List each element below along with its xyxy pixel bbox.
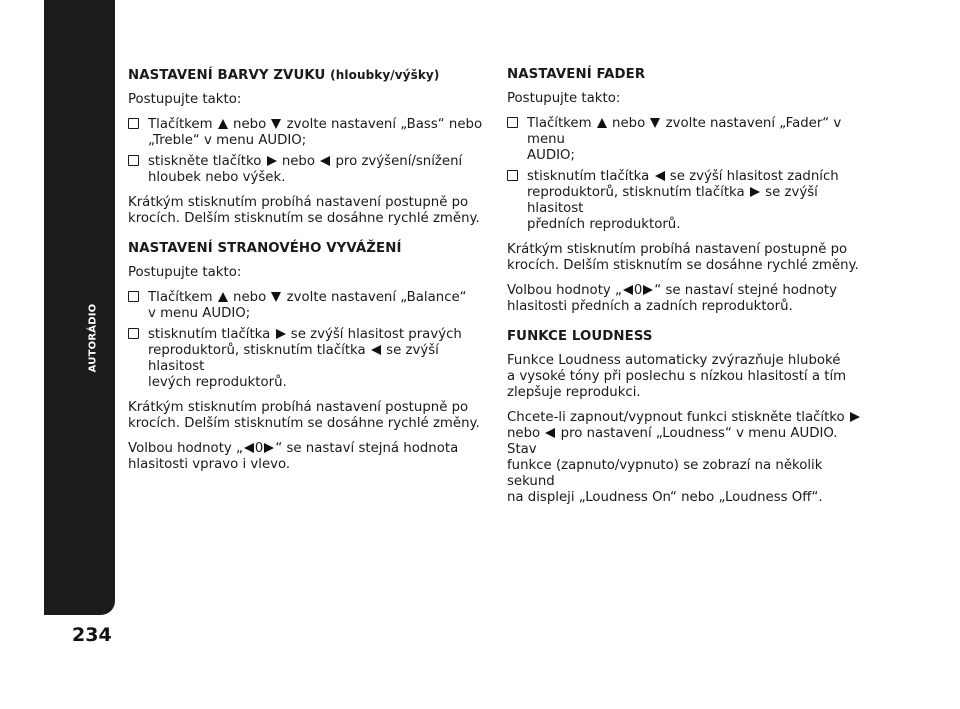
left-column [128, 66, 488, 482]
paragraph: Funkce Loudness automaticky zvýrazňuje hluboké a vysoké tóny při poslechu s nízkou hlasitostí a tím zlepšuje reprodukci. [507, 353, 847, 400]
section-title: FUNKCE LOUDNESS [507, 329, 653, 344]
arrow-left-icon [244, 443, 254, 453]
arrow-left-icon [320, 156, 330, 166]
instruction-list [128, 290, 488, 391]
arrow-right-icon [276, 329, 286, 339]
checkbox-bullet-icon [507, 170, 518, 181]
arrow-down-icon [271, 119, 281, 129]
section-sound-color [128, 66, 488, 227]
section-subtitle: (hloubky/výšky) [330, 68, 440, 82]
list-item: stisknutím tlačítka se zvýší hlasitost zadních reproduktorů, stisknutím tlačítka se zvýší hlasitost předních reproduktorů. [507, 169, 867, 233]
arrow-right-icon [643, 285, 653, 295]
section-balance [128, 240, 488, 473]
arrow-left-icon [623, 285, 633, 295]
arrow-right-icon [750, 187, 760, 197]
section-title: NASTAVENÍ BARVY ZVUKU (hloubky/výšky) [128, 68, 440, 83]
arrow-right-icon [267, 156, 277, 166]
intro-text: Postupujte takto: [128, 265, 242, 280]
list-item: stiskněte tlačítko nebo pro zvýšení/snížení hloubek nebo výšek. [128, 154, 488, 186]
arrow-up-icon [218, 119, 228, 129]
arrow-down-icon [650, 118, 660, 128]
section-title: NASTAVENÍ FADER [507, 67, 646, 82]
checkbox-bullet-icon [128, 118, 139, 129]
arrow-right-icon [850, 412, 860, 422]
list-item: Tlačítkem nebo zvolte nastavení „Fader“ v menu AUDIO; [507, 116, 867, 164]
arrow-left-icon [545, 428, 555, 438]
list-item: Tlačítkem nebo zvolte nastavení „Balance“ v menu AUDIO; [128, 290, 488, 322]
paragraph: Volbou hodnoty „ 0 “ se nastaví stejná hodnota hlasitosti vpravo i vlevo. [128, 441, 459, 472]
checkbox-bullet-icon [128, 328, 139, 339]
arrow-up-icon [218, 292, 228, 302]
chapter-label: AUTORÁDIO [87, 303, 99, 373]
paragraph: Volbou hodnoty „ 0 “ se nastaví stejné hodnoty hlasitosti předních a zadních reproduktorů. [507, 283, 837, 314]
paragraph: Krátkým stisknutím probíhá nastavení postupně po krocích. Delším stisknutím se dosáhne rychlé změny. [128, 195, 480, 226]
paragraph: Chcete-li zapnout/vypnout funkci stiskněte tlačítko nebo pro nastavení „Loudness“ v menu AUDIO. Stav funkce (zapnuto/vypnuto) se zobrazí na několik sekund na displeji „Loudness On“ nebo „Loudness Off“. [507, 410, 867, 506]
section-loudness [507, 328, 867, 506]
instruction-list [128, 117, 488, 186]
intro-text: Postupujte takto: [507, 91, 621, 106]
instruction-list [507, 116, 867, 233]
list-item: stisknutím tlačítka se zvýší hlasitost pravých reproduktorů, stisknutím tlačítka se zvýší hlasitost levých reproduktorů. [128, 327, 488, 391]
intro-text: Postupujte takto: [128, 92, 242, 107]
arrow-left-icon [371, 345, 381, 355]
arrow-left-icon [655, 171, 665, 181]
section-title: NASTAVENÍ STRANOVÉHO VYVÁŽENÍ [128, 241, 402, 256]
chapter-side-tab [44, 0, 115, 615]
checkbox-bullet-icon [128, 155, 139, 166]
page-number: 234 [72, 624, 112, 646]
arrow-up-icon [597, 118, 607, 128]
arrow-down-icon [271, 292, 281, 302]
arrow-right-icon [264, 443, 274, 453]
list-item: Tlačítkem nebo zvolte nastavení „Bass“ nebo „Treble“ v menu AUDIO; [128, 117, 488, 149]
checkbox-bullet-icon [507, 117, 518, 128]
checkbox-bullet-icon [128, 291, 139, 302]
section-fader [507, 66, 867, 315]
paragraph: Krátkým stisknutím probíhá nastavení postupně po krocích. Delším stisknutím se dosáhne rychlé změny. [507, 242, 859, 273]
paragraph: Krátkým stisknutím probíhá nastavení postupně po krocích. Delším stisknutím se dosáhne rychlé změny. [128, 400, 480, 431]
right-column [507, 66, 867, 515]
